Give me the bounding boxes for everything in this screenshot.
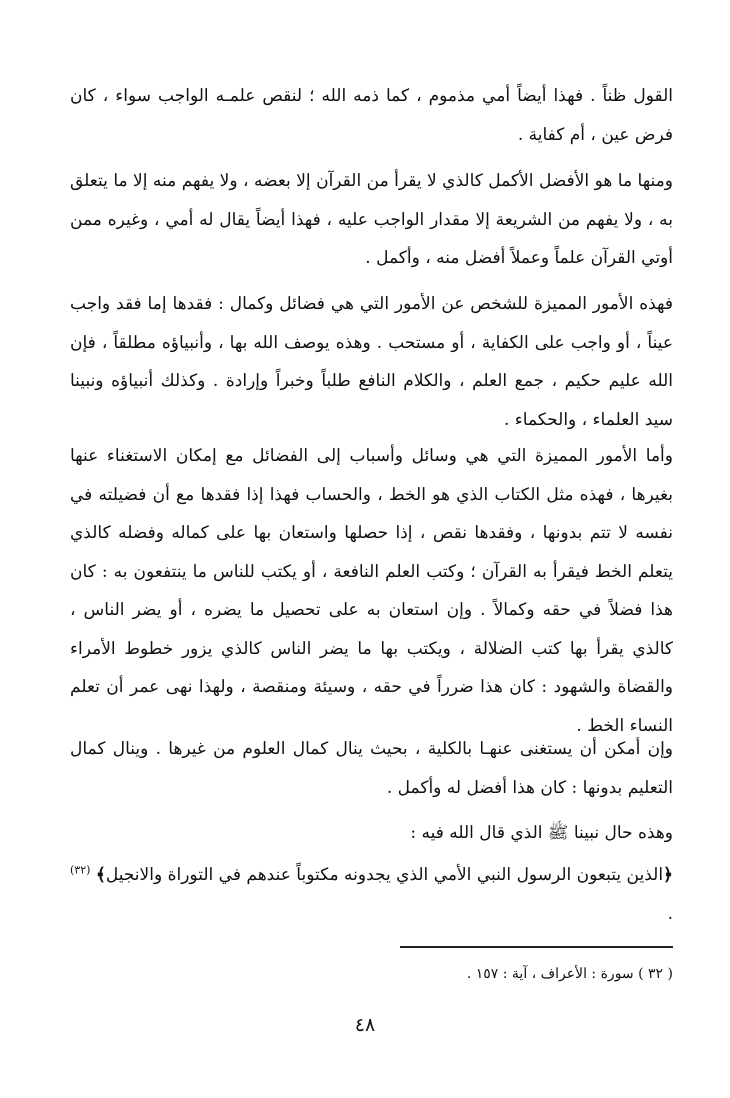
quote-end-punctuation: . xyxy=(667,903,673,924)
quote-close-bracket: ﴾ xyxy=(95,865,106,885)
paragraph-6-text: وهذه حال نبينا ﷺ الذي قال الله فيه : xyxy=(410,823,673,843)
paragraph-3-text: فهذه الأمور المميزة للشخص عن الأمور التي هي فضائل وكمال : فقدها إما فقد واجب عيناً ، أو واجب على الكفاية ، أو مستحب . وهذه يوصف الله بها ، وأنبياؤه مطلقاً ، فإن الله عليم حكيم ، جمع العلم ، والكلام النافع طلباً وخبراً وإرادة . وكذلك أنبياؤه ونبينا سيد العلماء ، والحكماء . xyxy=(70,294,673,430)
page-number: ٤٨ xyxy=(354,1014,376,1036)
paragraph-5 xyxy=(70,730,673,807)
footnote-reference: (٣٢) xyxy=(70,863,91,877)
paragraph-6 xyxy=(70,814,673,853)
paragraph-5-text: وإن أمكن أن يستغنى عنهـا بالكلية ، بحيث ينال كمال العلوم من غيرها . وينال كمال التعليم بدونها : كان هذا أفضل له وأكمل . xyxy=(70,739,673,798)
paragraph-4 xyxy=(70,437,673,745)
footnote-divider xyxy=(400,946,673,948)
paragraph-1 xyxy=(70,77,673,154)
quran-quote xyxy=(70,856,673,933)
quran-quote-text: الذين يتبعون الرسول النبي الأمي الذي يجدونه مكتوباً عندهم في التوراة والانجيل xyxy=(105,865,664,885)
paragraph-1-text: القول ظناً . فهذا أيضاً أمي مذموم ، كما ذمه الله ؛ لنقص علمـه الواجب سواء ، كان فرض عين ، أم كفاية . xyxy=(70,86,673,145)
paragraph-2-text: ومنها ما هو الأفضل الأكمل كالذي لا يقرأ من القرآن إلا بعضه ، ولا يفهم منه إلا ما يتعلق به ، ولا يفهم من الشريعة إلا مقدار الواجب عليه ، فهذا أيضاً يقال له أمي ، وغيره ممن أوتي القرآن علماً وعملاً أفضل منه ، وأكمل . xyxy=(70,171,673,268)
quran-quote-paragraph xyxy=(70,856,673,933)
quote-open-bracket: ﴿ xyxy=(663,865,674,885)
paragraph-2 xyxy=(70,162,673,278)
paragraph-3 xyxy=(70,285,673,439)
paragraph-4-text: وأما الأمور المميزة التي هي وسائل وأسباب إلى الفضائل مع إمكان الاستغناء عنها بغيرها ، فهذه مثل الكتاب الذي هو الخط ، والحساب فهذا إذا فقدها مع أن فضيلته في نفسه لا تتم بدونها ، وفقدها نقص ، إذا حصلها واستعان بها على كماله وفضله كالذي يتعلم الخط فيقرأ به القرآن ؛ وكتب العلم النافعة ، أو يكتب للناس ما ينتفعون به : كان هذا فضلاً في حقه وكمالاً . وإن استعان به على تحصيل ما يضره ، أو يضر الناس ، كالذي يقرأ بها كتب الضلالة ، ويكتب بها ما يضر الناس كالذي يزور خطوط الأمراء والقضاة والشهود : كان هذا ضرراً في حقه ، وسيئة ومنقصة ، ولهذا نهى عمر أن تعلم النساء الخط . xyxy=(70,446,673,736)
footnote: ( ٣٢ ) سورة : الأعراف ، آية : ١٥٧ . xyxy=(466,966,673,982)
